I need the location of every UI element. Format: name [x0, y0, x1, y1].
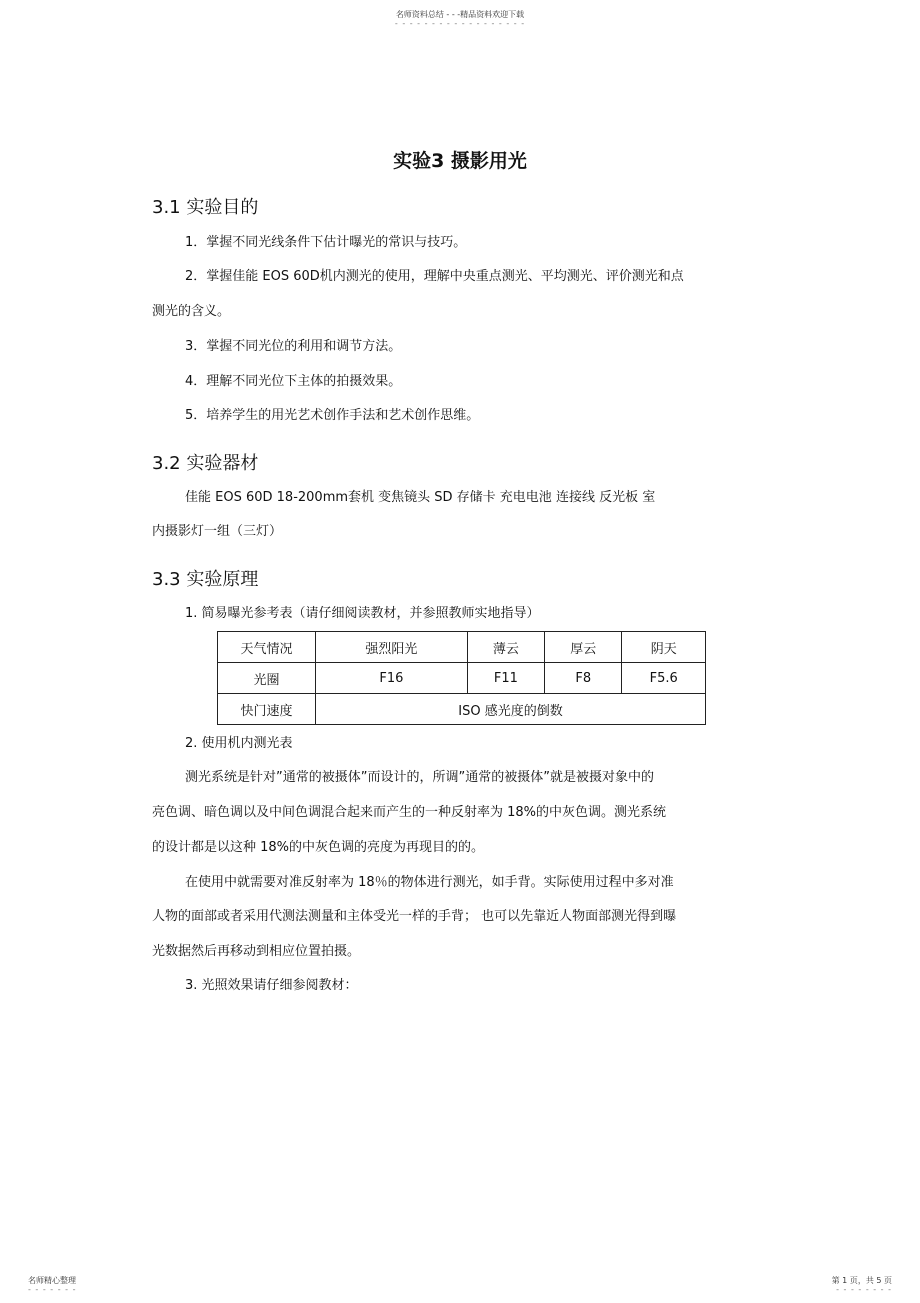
table-header-cell: 薄云	[467, 632, 544, 663]
objective-item-3: 3．掌握不同光位的利用和调节方法。	[185, 339, 402, 354]
document-title: 实验3 摄影用光	[393, 150, 527, 172]
table-header-cell: 厚云	[545, 632, 622, 663]
equipment-line-2: 内摄影灯一组（三灯）	[152, 524, 283, 539]
paragraph-line: 人物的面部或者采用代测法测量和主体受光一样的手背； 也可以先靠近人物面部测光得到曝	[152, 909, 677, 924]
table-row	[218, 694, 706, 725]
objective-item-5: 5．培养学生的用光艺术创作手法和艺术创作思维。	[185, 408, 480, 423]
paragraph-line: 的设计都是以这种 18%的中灰色调的亮度为再现目的的。	[152, 840, 485, 855]
table-cell: F5.6	[622, 663, 706, 694]
section-heading-3-1: 3.1 实验目的	[152, 197, 259, 218]
table-header-cell: 天气情况	[218, 632, 316, 663]
exposure-reference-table	[217, 631, 706, 725]
table-cell: 光圈	[218, 663, 316, 694]
table-cell: F11	[467, 663, 544, 694]
section-heading-3-3: 3.3 实验原理	[152, 569, 259, 590]
footer-right-dots: - - - - - - - -	[836, 1285, 892, 1294]
paragraph-line: 在使用中就需要对准反射率为 18％的物体进行测光，如手背。实际使用过程中多对准	[185, 875, 674, 890]
table-header-cell: 阴天	[622, 632, 706, 663]
table-cell: F16	[316, 663, 468, 694]
table-cell: 快门速度	[218, 694, 316, 725]
objective-item-2-cont: 测光的含义。	[152, 304, 231, 319]
objective-item-4: 4．理解不同光位下主体的拍摄效果。	[185, 374, 402, 389]
equipment-line-1: 佳能 EOS 60D 18-200mm套机 变焦镜头 SD 存储卡 充电电池 连接线 反光板 室	[185, 490, 656, 505]
footer-left-dots: - - - - - - -	[28, 1285, 77, 1294]
objective-item-2: 2．掌握佳能 EOS 60D机内测光的使用，理解中央重点测光、平均测光、评价测光和点	[185, 269, 684, 284]
table-row	[218, 632, 706, 663]
paragraph-line: 光数据然后再移动到相应位置拍摄。	[152, 944, 361, 959]
table-cell-merged: ISO 感光度的倒数	[316, 694, 706, 725]
page-header-text: 名师资料总结 - - -精品资料欢迎下载	[395, 10, 525, 19]
paragraph-line: 测光系统是针对”通常的被摄体”而设计的，所调”通常的被摄体”就是被摄对象中的	[185, 770, 654, 785]
objective-item-1: 1．掌握不同光线条件下估计曝光的常识与技巧。	[185, 235, 467, 250]
paragraph-line: 亮色调、暗色调以及中间色调混合起来而产生的一种反射率为 18%的中灰色调。测光系统	[152, 805, 667, 820]
table-header-cell: 强烈阳光	[316, 632, 468, 663]
footer-left-text: 名师精心整理	[28, 1276, 76, 1285]
section-heading-3-2: 3.2 实验器材	[152, 453, 259, 474]
header-dots: - - - - - - - - - - - - - - - - - -	[394, 19, 526, 28]
table-cell: F8	[545, 663, 622, 694]
principle-item-3: 3. 光照效果请仔细参阅教材：	[185, 978, 358, 993]
page-number: 第 1 页，共 5 页	[831, 1276, 892, 1285]
principle-item-1: 1. 简易曝光参考表（请仔细阅读教材，并参照教师实地指导）	[185, 606, 540, 621]
principle-item-2: 2. 使用机内测光表	[185, 736, 293, 751]
table-row	[218, 663, 706, 694]
